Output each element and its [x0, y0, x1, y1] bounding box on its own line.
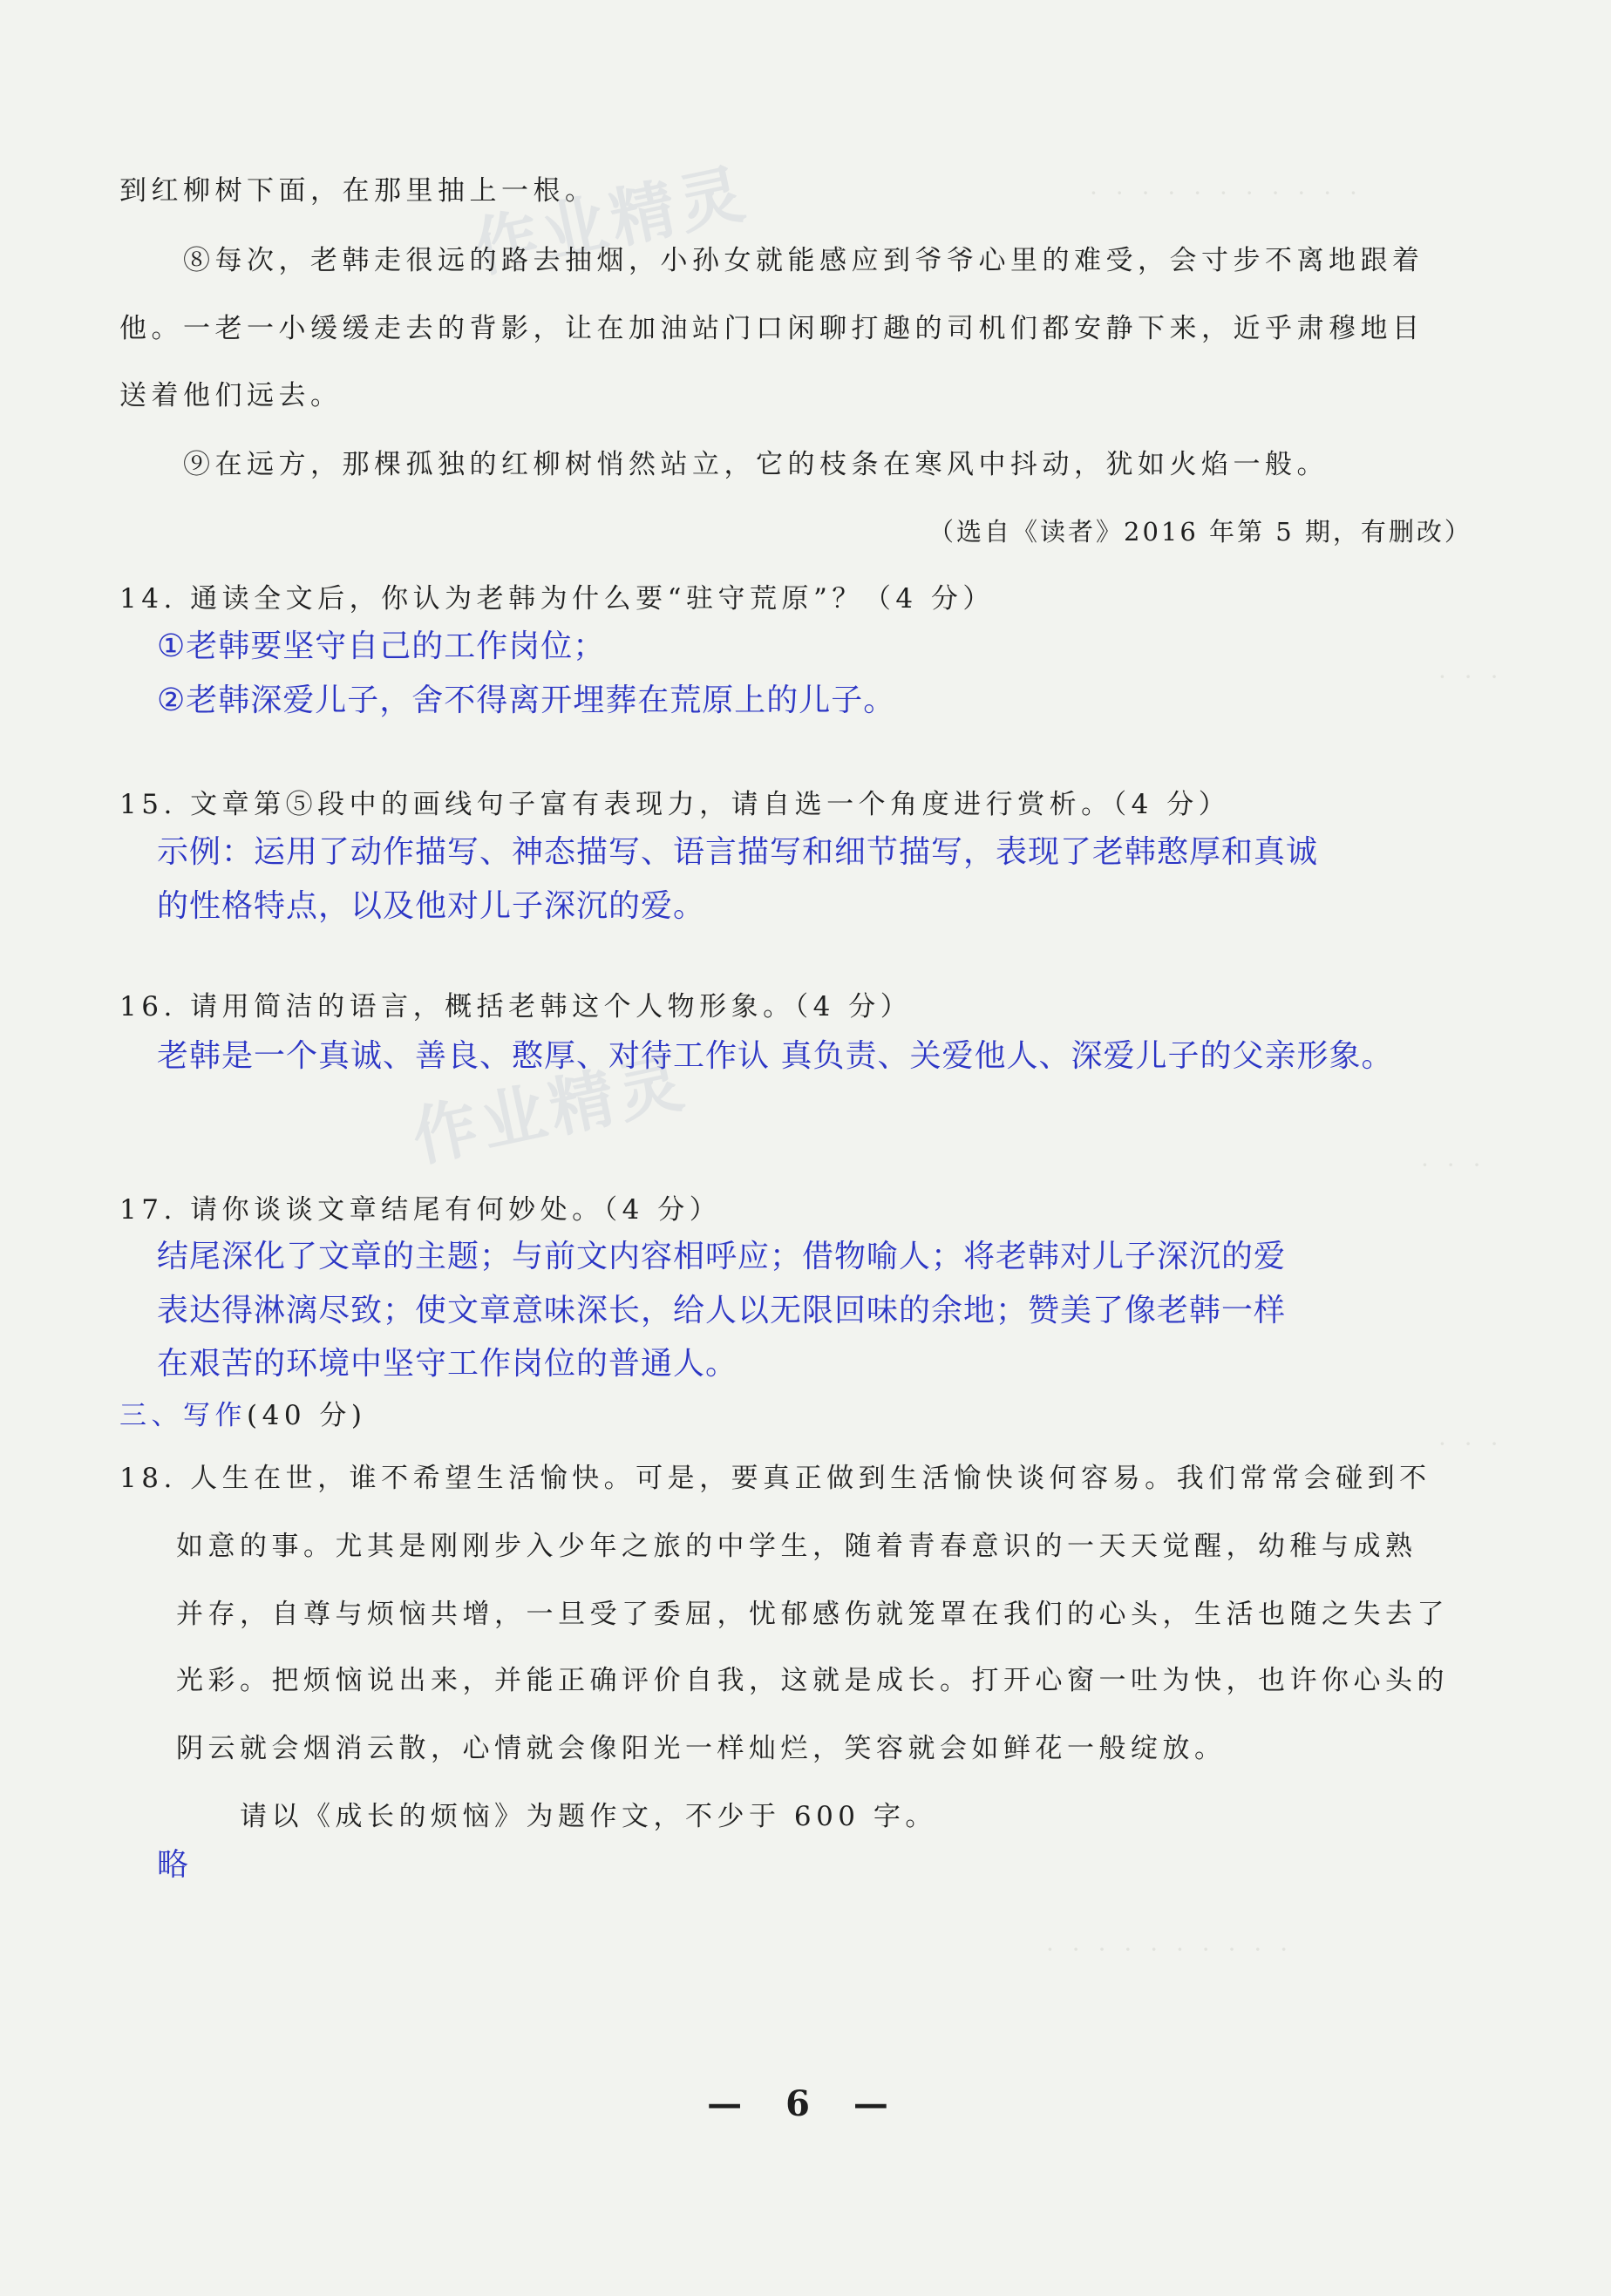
- bleed-through-text: · · ·: [1438, 1430, 1504, 1458]
- section-3-title: 三、写作: [119, 1400, 247, 1431]
- question-15-prompt: 15. 文章第⑤段中的画线句子富有表现力，请自选一个角度进行赏析。（4 分）: [119, 789, 1231, 820]
- paragraph-9-line: ⑨在远方，那棵孤独的红柳树悄然站立，它的枝条在寒风中抖动，犹如火焰一般。: [183, 449, 1329, 480]
- question-14-answer-line: ②老韩深爱儿子，舍不得离开埋葬在荒原上的儿子。: [157, 683, 896, 718]
- paragraph-8-line: 他。一老一小缓缓走去的背影，让在加油站门口闲聊打趣的司机们都安静下来，近乎肃穆地目: [119, 313, 1424, 344]
- bleed-through-text: · · · · · · · · · · ·: [1090, 179, 1363, 207]
- question-15-answer-line: 的性格特点，以及他对儿子深沉的爱。: [157, 888, 706, 924]
- question-15-answer-line: 示例：运用了动作描写、神态描写、语言描写和细节描写，表现了老韩憨厚和真诚: [157, 834, 1319, 870]
- question-17-answer-line: 结尾深化了文章的主题；与前文内容相呼应；借物喻人；将老韩对儿子深沉的爱: [157, 1239, 1287, 1274]
- bleed-through-text: · · ·: [1438, 662, 1504, 691]
- question-17-answer-line: 表达得淋漓尽致；使文章意味深长，给人以无限回味的余地；赞美了像老韩一样: [157, 1293, 1287, 1328]
- source-citation: （选自《读者》2016 年第 5 期，有删改）: [928, 517, 1472, 547]
- question-14-answer-line: ①老韩要坚守自己的工作岗位；: [157, 628, 606, 664]
- watermark-logo: 作业精灵: [466, 155, 756, 288]
- question-17-prompt: 17. 请你谈谈文章结尾有何妙处。（4 分）: [119, 1194, 722, 1226]
- section-3-heading: [119, 1398, 367, 1433]
- question-18-line: 18. 人生在世，谁不希望生活愉快。可是，要真正做到生活愉快谈何容易。我们常常会碰到不: [119, 1463, 1431, 1494]
- passage-line: 到红柳树下面，在那里抽上一根。: [119, 175, 597, 207]
- page-number: — 6 —: [707, 2083, 904, 2124]
- question-16-answer-line: 老韩是一个真诚、善良、憨厚、对待工作认 真负责、关爱他人、深爱儿子的父亲形象。: [157, 1038, 1394, 1074]
- question-16-prompt: 16. 请用简洁的语言，概括老韩这个人物形象。（4 分）: [119, 991, 913, 1022]
- question-18-line: 光彩。把烦恼说出来，并能正确评价自我，这就是成长。打开心窗一吐为快，也许你心头的: [176, 1665, 1449, 1696]
- bleed-through-text: · · · · · · · · · ·: [1046, 1935, 1294, 1964]
- bleed-through-text: · · ·: [1421, 1151, 1486, 1179]
- question-18-line: 并存，自尊与烦恼共增，一旦受了委屈，忧郁感伤就笼罩在我们的心头，生活也随之失去了: [176, 1599, 1449, 1630]
- question-14-prompt: 14. 通读全文后，你认为老韩为什么要“驻守荒原”？（4 分）: [119, 583, 995, 615]
- question-18-instruction: 请以《成长的烦恼》为题作文，不少于 600 字。: [240, 1801, 937, 1832]
- question-17-answer-line: 在艰苦的环境中坚守工作岗位的普通人。: [157, 1346, 738, 1382]
- watermark-logo: 作业精灵: [405, 1044, 695, 1177]
- paragraph-8-line: ⑧每次，老韩走很远的路去抽烟，小孙女就能感应到爷爷心里的难受，会寸步不离地跟着: [183, 245, 1424, 276]
- question-18-line: 阴云就会烟消云散，心情就会像阳光一样灿烂，笑容就会如鲜花一般绽放。: [176, 1733, 1227, 1764]
- question-18-answer: 略: [157, 1847, 190, 1883]
- paragraph-8-line: 送着他们远去。: [119, 380, 343, 411]
- question-18-line: 如意的事。尤其是刚刚步入少年之旅的中学生，随着青春意识的一天天觉醒，幼稚与成熟: [176, 1531, 1417, 1562]
- section-3-score: (40 分): [247, 1400, 367, 1431]
